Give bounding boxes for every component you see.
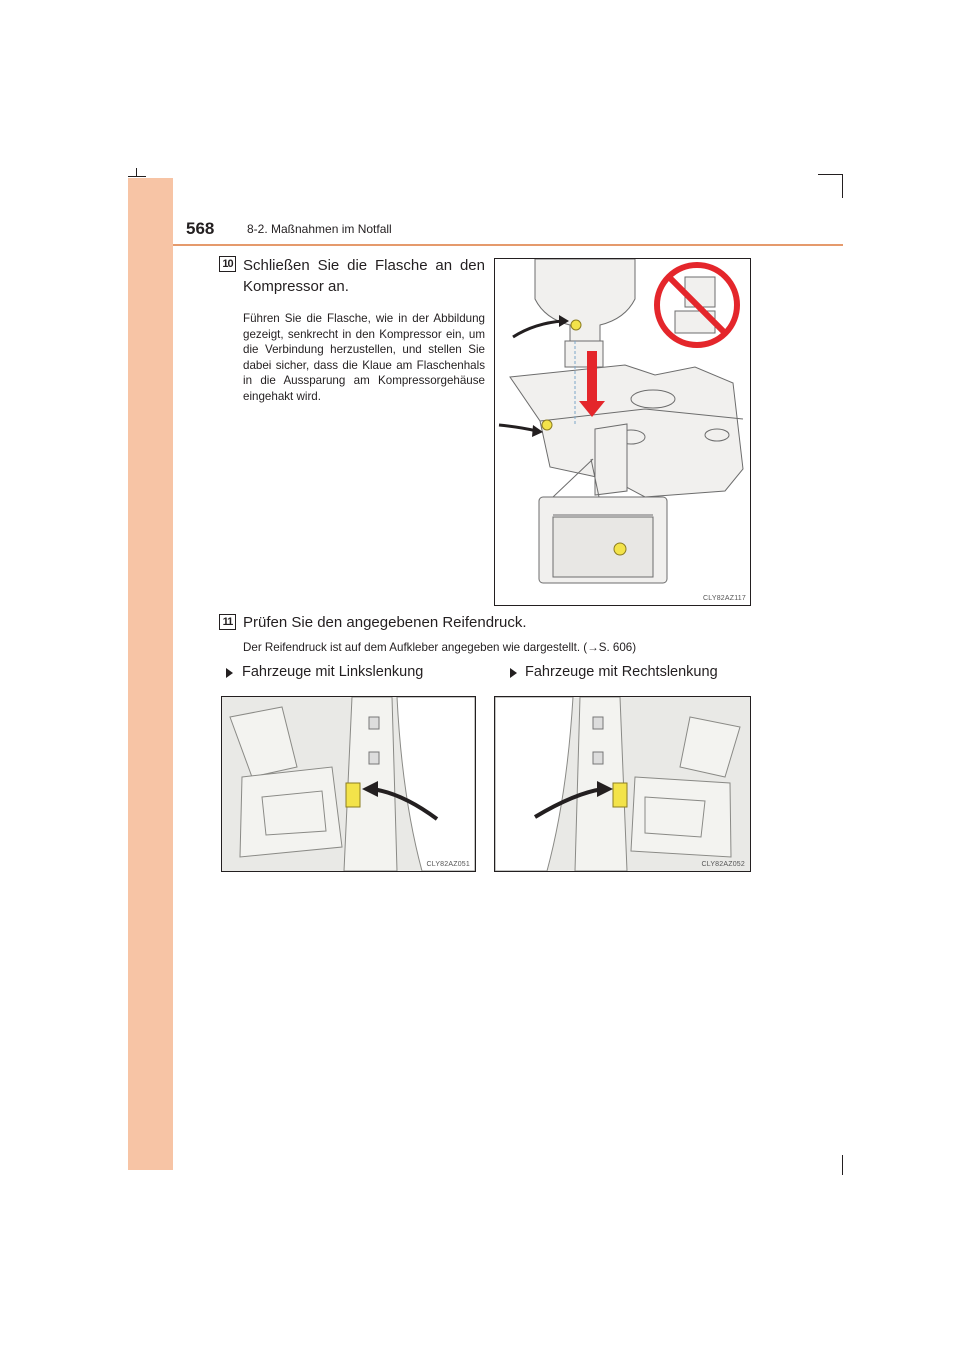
door-right-illustration xyxy=(495,697,750,871)
section-title: 8-2. Maßnahmen im Notfall xyxy=(247,222,392,236)
figure-code: CLY82AZ051 xyxy=(426,861,470,868)
crop-mark xyxy=(128,176,146,177)
header-rule xyxy=(173,244,843,246)
crop-mark xyxy=(842,1155,843,1175)
step-11-title: Prüfen Sie den angegebenen Reifendruck. xyxy=(243,614,527,631)
page-number: 568 xyxy=(186,219,215,238)
crop-mark xyxy=(842,174,843,198)
step-11-body: Der Reifendruck ist auf dem Aufkleber angegeben wie dargestellt. (→S. 606) xyxy=(243,641,637,654)
door-figure-left xyxy=(221,696,476,872)
bullet-triangle-icon xyxy=(226,668,233,678)
door-left-illustration xyxy=(222,697,475,871)
step-number-11: 11 xyxy=(219,614,236,630)
crop-mark xyxy=(136,168,137,176)
step-10-title: Schließen Sie die Flasche an den Kompressor an. xyxy=(243,257,485,295)
figure-code: CLY82AZ117 xyxy=(703,595,746,602)
chapter-sidebar xyxy=(128,178,173,1170)
step-10-body: Führen Sie die Flasche, wie in der Abbildung gezeigt, senkrecht in den Kompressor ein, um die Verbindung herzustellen, und stellen Sie dabei sicher, dass die Klaue am Flaschenhals in die Aussparung am Kompressorgehäuse eingehakt wird. xyxy=(243,312,485,403)
compressor-figure xyxy=(494,258,751,606)
bullet-triangle-icon xyxy=(510,668,517,678)
compressor-illustration xyxy=(495,259,750,605)
door-figure-right xyxy=(494,696,751,872)
figure-code: CLY82AZ052 xyxy=(701,861,745,868)
crop-mark xyxy=(818,174,842,175)
variant-label-right: Fahrzeuge mit Rechtslenkung xyxy=(525,664,718,680)
step-number-10: 10 xyxy=(219,256,236,272)
variant-label-left: Fahrzeuge mit Linkslenkung xyxy=(242,664,424,680)
